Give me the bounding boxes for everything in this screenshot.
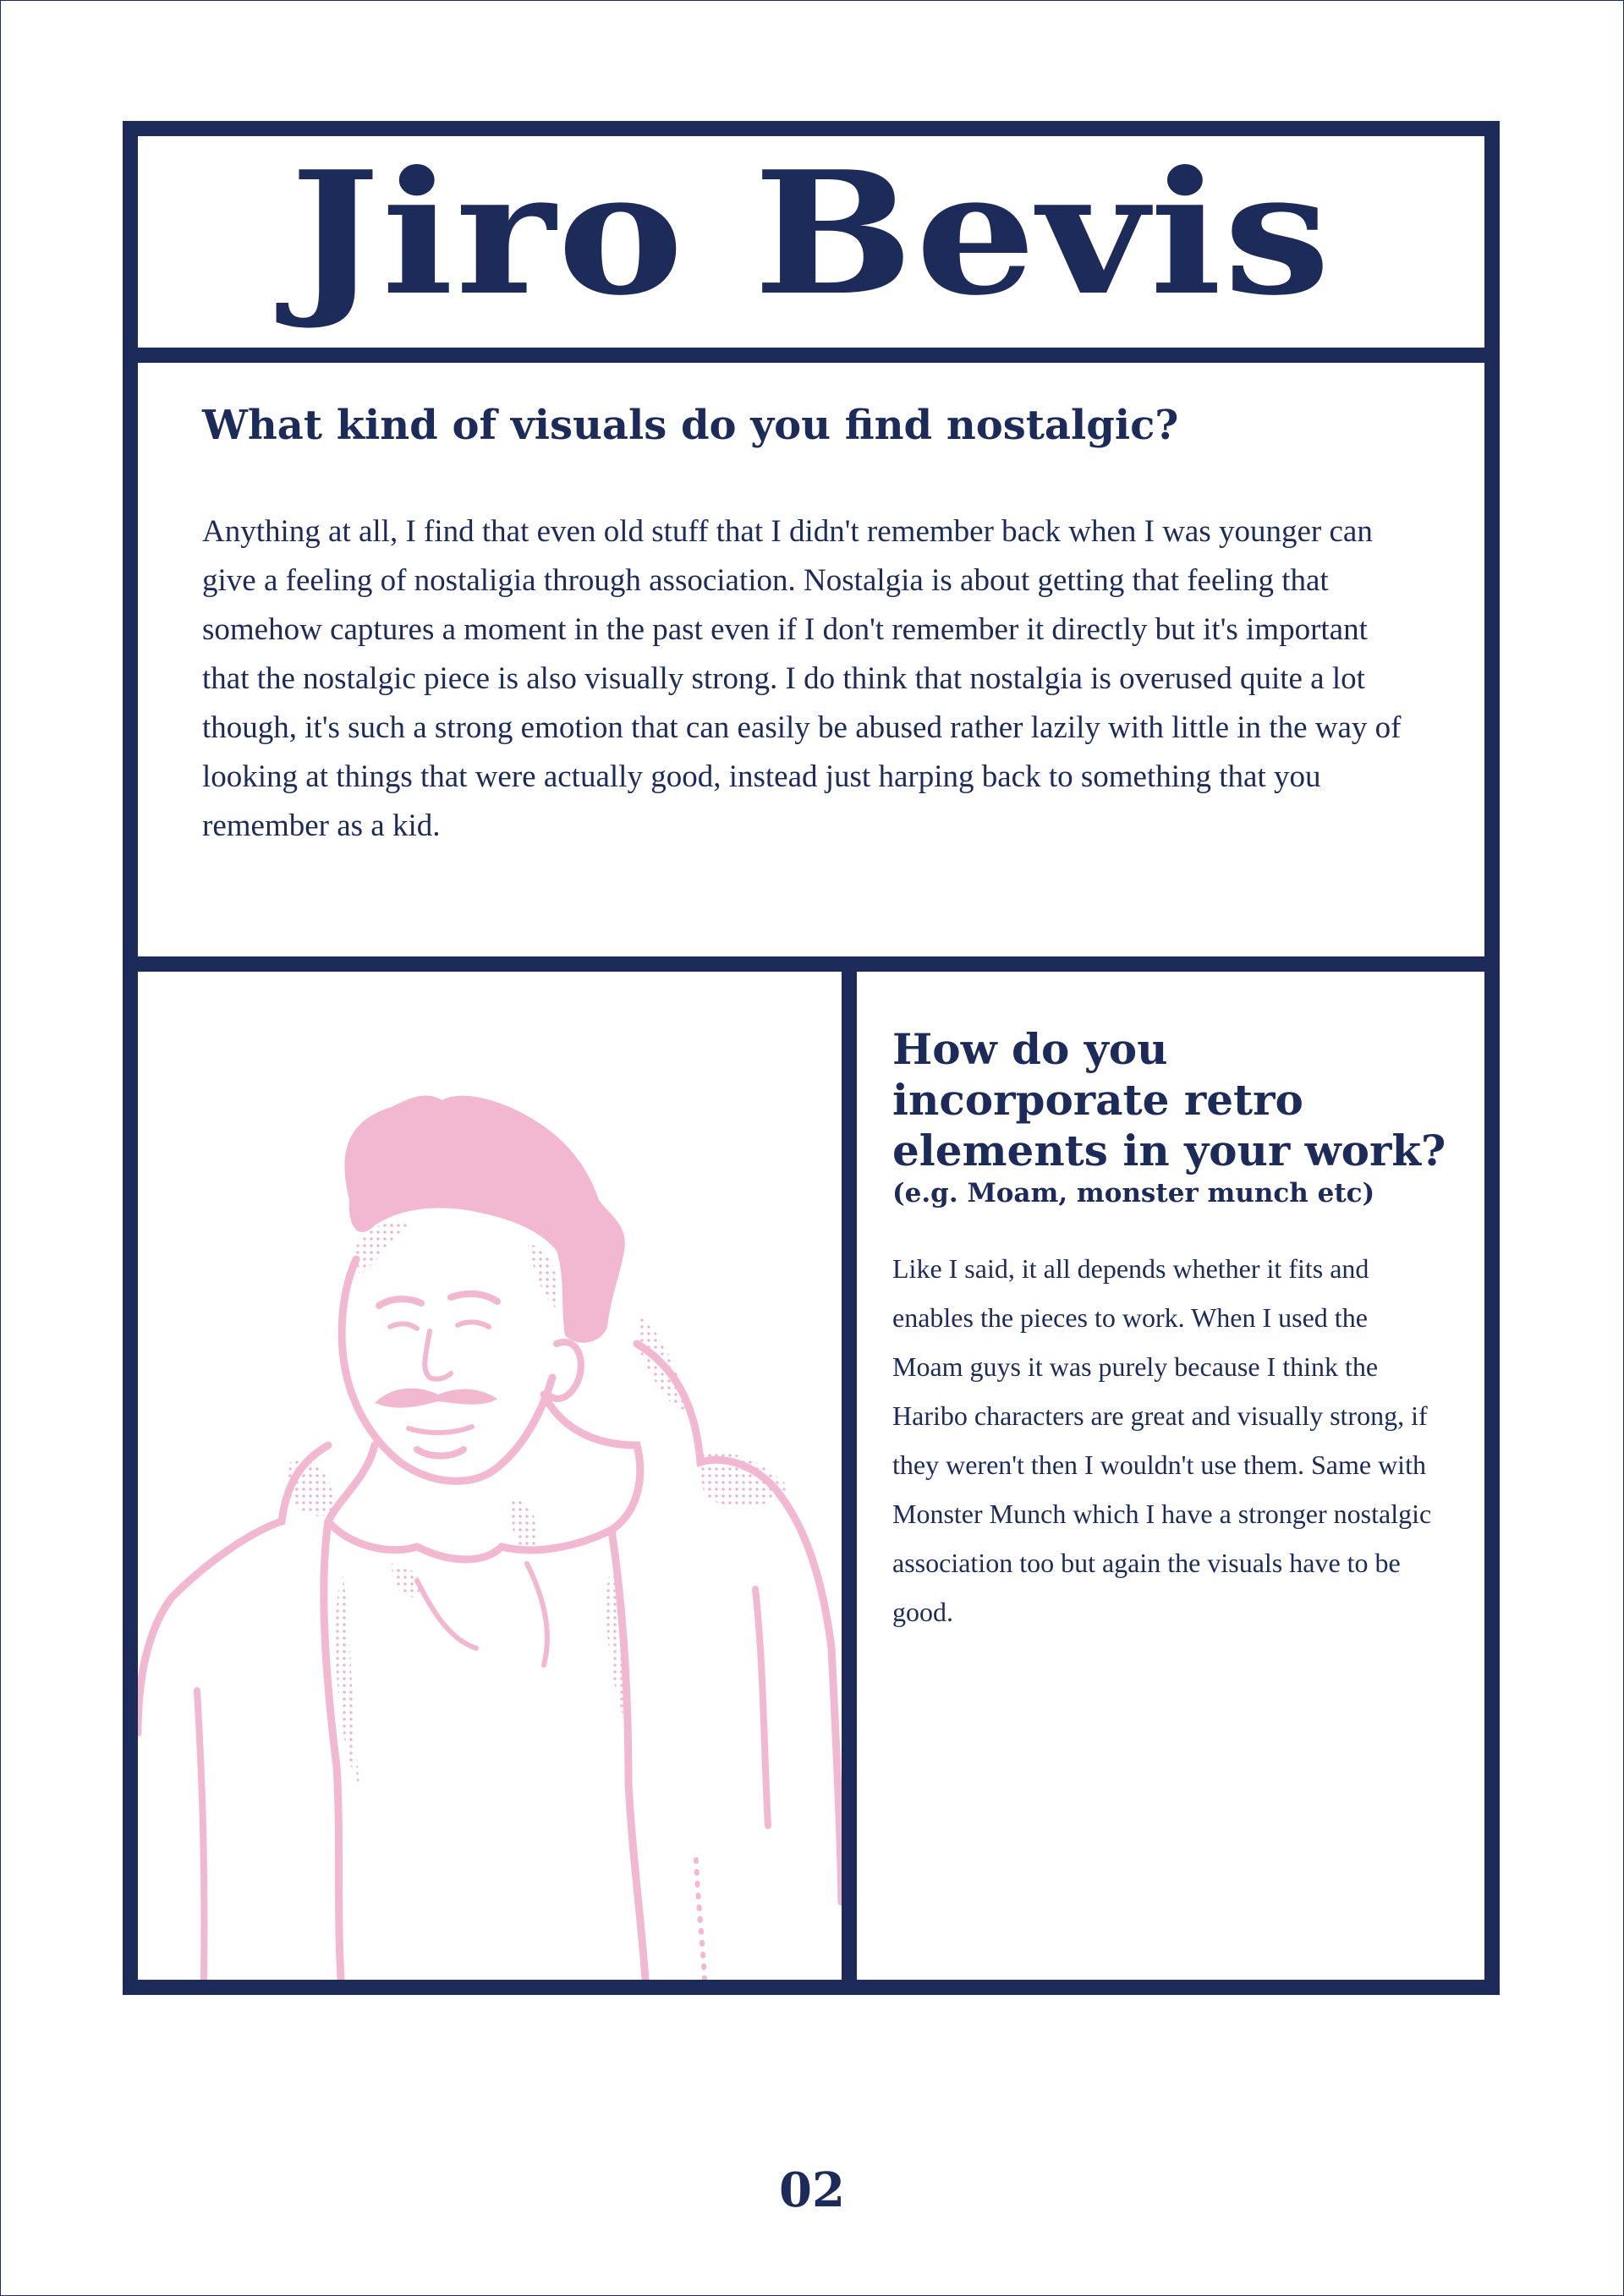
- content-frame: [123, 121, 1500, 1995]
- title-panel: [138, 136, 1484, 363]
- question-two-answer: Like I said, it all depends whether it fits and enables the pieces to work. When I used the Moam guys it was purely because I think the Haribo characters are great and visually strong, if they weren't then I wouldn't use them. Same with Monster Munch which I have a stronger nostalgic association too but again the visuals have to be good.: [892, 1253, 1432, 1627]
- question-two-subheading: (e.g. Moam, monster munch etc): [892, 1178, 1375, 1208]
- portrait-panel: [138, 972, 857, 1980]
- question-two-heading: How do you incorporate retro elements in your work?: [892, 1024, 1446, 1175]
- question-two-panel: [857, 972, 1484, 1980]
- hair-shape: [344, 1096, 624, 1343]
- page-title: Jiro Bevis: [289, 134, 1333, 333]
- question-one-panel: [138, 363, 1484, 972]
- bottom-row: [138, 972, 1484, 1980]
- question-one-answer: Anything at all, I find that even old stuff that I didn't remember back when I was younger can give a feeling of nostaligia through association. Nostalgia is about getting that feeling that somehow captures a moment in the past even if I don't remember it directly but it's important that the nostalgic piece is also visually strong. I do think that nostalgia is overused quite a lot though, it's such a strong emotion that can easily be abused rather lazily with little in the way of looking at things that were actually good, instead just harping back to something that you remember as a kid.: [202, 513, 1402, 843]
- question-one-heading: What kind of visuals do you find nostalgic?: [202, 402, 1179, 449]
- portrait-illustration-icon: [138, 972, 842, 1980]
- page-number: 02: [779, 2162, 845, 2218]
